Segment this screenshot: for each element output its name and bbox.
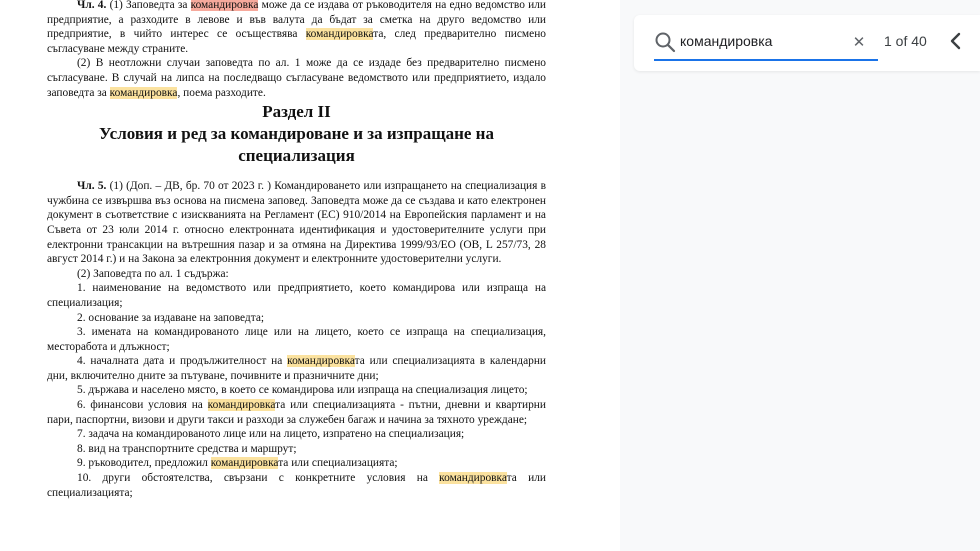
art4-paragraph-2: (2) В неотложни случаи заповедта по ал. 1 може да се издаде без предварително писмено съгласуване. В случай на липса на последващо съгласуване ведомството или предприятието, издало заповедта за командировка, поема разходите. bbox=[47, 57, 546, 99]
side-panel bbox=[620, 0, 980, 551]
find-bar bbox=[634, 15, 980, 71]
close-icon[interactable]: ✕ bbox=[852, 33, 866, 51]
find-input[interactable] bbox=[680, 29, 840, 53]
list-item: 6. финансови условия на командировката или специализацията - пътни, дневни и квартирни пари, паспортни, визови и други такси и разходи за служебен багаж и начина за тяхното уреждане; bbox=[47, 399, 546, 426]
search-match-active: командировка bbox=[190, 0, 259, 11]
search-match: командировка bbox=[305, 28, 374, 41]
list-item: 2. основание за издаване на заповедта; bbox=[77, 311, 265, 324]
search-match: командировка bbox=[439, 472, 507, 485]
list-item: 7. задача на командированото лице или на лицето, изпратено на специализация; bbox=[77, 428, 465, 441]
list-item: 10. други обстоятелства, свързани с конкретните условия на командировката или специализацията; bbox=[47, 472, 546, 499]
article-label: Чл. 4. bbox=[77, 0, 107, 11]
list-item: 1. наименование на ведомството или предприятието, което командирова или изпраща на специализация; bbox=[47, 282, 546, 309]
art5-paragraph-2: (2) Заповедта по ал. 1 съдържа: bbox=[77, 267, 229, 280]
list-item: 9. ръководител, предложил командировката или специализацията; bbox=[77, 457, 398, 470]
document-page bbox=[47, 0, 546, 500]
list-item: 8. вид на транспортните средства и маршрут; bbox=[77, 442, 297, 455]
section-title: Условия и ред за командироване и за изпращане на специализация bbox=[99, 124, 494, 166]
search-match: командировка bbox=[210, 457, 279, 470]
chevron-left-icon[interactable] bbox=[944, 29, 968, 53]
search-match: командировка bbox=[207, 399, 276, 412]
search-match: командировка bbox=[287, 355, 355, 368]
list-item: 5. държава и населено място, в което се командирова или изпраща на специализация лицето; bbox=[77, 384, 528, 397]
match-count: 1 of 40 bbox=[884, 33, 927, 49]
search-icon bbox=[654, 31, 676, 53]
art5-paragraph-1: Чл. 5. (1) (Доп. – ДВ, бр. 70 от 2023 г. ) Командироването или изпращането на специализация в чужбина се извършва въз основа на писмена заповед. Заповедта може да се създава и като електронен документ в съответствие с изискванията на Регламент (ЕС) 910/2014 на Европейския парламент и на Съвета от 23 юли 2014 г. относно електронната идентификация и удостоверителните услуги при електронни трансакции на вътрешния пазар и за отмяна на Директива 1999/93/ЕО (ОВ, L 257/73, 28 август 2014 г.) и на Закона за електронния документ и електронните удостоверителни услуги. bbox=[47, 180, 546, 266]
art4-paragraph-1: Чл. 4. (1) Заповедта за командировка може да се издава от ръководителя на едно ведомство или предприятие, а разходите в левове и във валута да бъдат за сметка на друго ведомство или предприятие, в чийто интерес се осъществява командировката, след предварително писмено съгласуване между страните. bbox=[47, 0, 546, 55]
list-item: 3. имената на командированото лице или на лицето, което се изпраща на специализация, месторабота и длъжност; bbox=[47, 326, 546, 353]
list-item: 4. началната дата и продължителност на командировката или специализацията в календарни дни, включително дните за пътуване, почивните и празничните дни; bbox=[47, 355, 547, 382]
search-match: командировка bbox=[109, 86, 178, 99]
find-input-underline bbox=[654, 59, 878, 61]
section-heading: Раздел II bbox=[262, 102, 331, 122]
article-label: Чл. 5. bbox=[77, 180, 107, 193]
